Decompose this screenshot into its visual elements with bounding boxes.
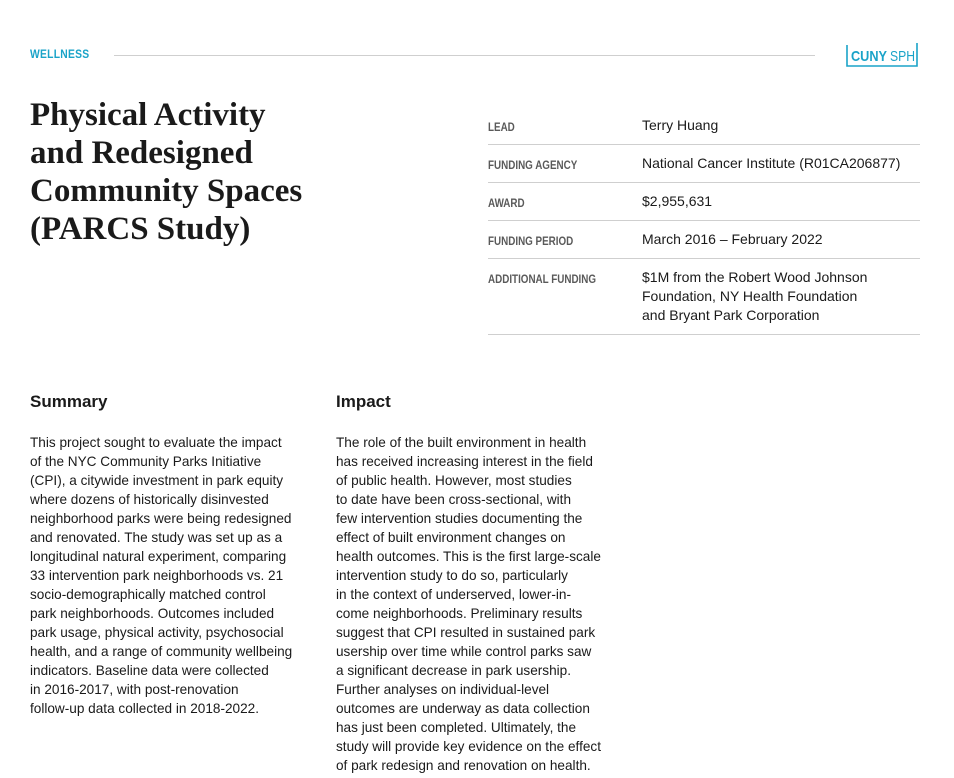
text-line: health, and a range of community wellbeing <box>30 644 293 659</box>
title-line: (PARCS Study) <box>30 211 251 247</box>
text-line: neighborhood parks were being redesigned <box>30 511 292 526</box>
text-line: study will provide key evidence on the effect <box>336 739 601 754</box>
info-value-line: Foundation, NY Health Foundation <box>642 288 858 304</box>
text-line: come neighborhoods. Preliminary results <box>336 606 583 621</box>
info-label-text: ADDITIONAL FUNDING <box>488 272 597 286</box>
text-line: 33 intervention park neighborhoods vs. 21 <box>30 568 284 583</box>
summary-text <box>30 433 292 718</box>
info-value-line: Terry Huang <box>642 117 719 133</box>
text-line: where dozens of historically disinvested <box>30 492 269 507</box>
text-line: to date have been cross-sectional, with <box>336 492 572 507</box>
project-info-table <box>488 107 920 335</box>
logo-cuny: CUNY <box>851 48 887 65</box>
section-label: WELLNESS <box>30 47 90 61</box>
text-line: suggest that CPI resulted in sustained park <box>336 625 596 640</box>
text-line: socio-demographically matched control <box>30 587 266 602</box>
info-value-line: National Cancer Institute (R01CA206877) <box>642 155 901 171</box>
impact-text <box>336 433 601 775</box>
info-value-line: March 2016 – February 2022 <box>642 231 823 247</box>
page-title <box>30 96 360 248</box>
info-row-funding-agency <box>488 145 920 183</box>
text-line: outcomes are underway as data collection <box>336 701 590 716</box>
text-line: of the NYC Community Parks Initiative <box>30 454 262 469</box>
text-line: This project sought to evaluate the impact <box>30 435 282 450</box>
info-value <box>642 107 920 145</box>
text-line: usership over time while control parks saw <box>336 644 592 659</box>
summary-heading: Summary <box>30 392 108 411</box>
info-value-line: and Bryant Park Corporation <box>642 307 820 323</box>
logo-sph: SPH <box>890 48 915 65</box>
info-label-text: FUNDING PERIOD <box>488 234 574 248</box>
info-label-text: LEAD <box>488 120 515 134</box>
info-value <box>642 145 920 183</box>
info-row-lead <box>488 107 920 145</box>
text-line: indicators. Baseline data were collected <box>30 663 269 678</box>
info-label-text: FUNDING AGENCY <box>488 158 578 172</box>
info-value-line: $1M from the Robert Wood Johnson <box>642 269 868 285</box>
info-value <box>642 183 920 221</box>
text-line: (CPI), a citywide investment in park equity <box>30 473 284 488</box>
info-row-award <box>488 183 920 221</box>
text-line: has just been completed. Ultimately, the <box>336 720 577 735</box>
cuny-sph-logo <box>845 41 919 68</box>
info-value-line: $2,955,631 <box>642 193 713 209</box>
title-line: and Redesigned <box>30 135 253 171</box>
info-value <box>642 221 920 259</box>
text-line: in the context of underserved, lower-in- <box>336 587 571 602</box>
info-value <box>642 259 920 335</box>
info-label <box>488 107 642 145</box>
text-line: The role of the built environment in health <box>336 435 587 450</box>
title-line: Physical Activity <box>30 97 266 133</box>
text-line: health outcomes. This is the first large-scale <box>336 549 601 564</box>
info-label <box>488 221 642 259</box>
cuny-sph-logo-graphic <box>845 41 919 68</box>
text-line: Further analyses on individual-level <box>336 682 550 697</box>
text-line: of park redesign and renovation on health. <box>336 758 591 773</box>
text-line: and renovated. The study was set up as a <box>30 530 283 545</box>
info-label <box>488 183 642 221</box>
title-line: Community Spaces <box>30 173 303 209</box>
text-line: follow-up data collected in 2018-2022. <box>30 701 259 716</box>
text-line: intervention study to do so, particularly <box>336 568 568 583</box>
text-line: park usage, physical activity, psychosocial <box>30 625 284 640</box>
text-line: a significant decrease in park usership. <box>336 663 571 678</box>
text-line: has received increasing interest in the field <box>336 454 593 469</box>
text-line: of public health. However, most studies <box>336 473 572 488</box>
text-line: park neighborhoods. Outcomes included <box>30 606 275 621</box>
info-row-additional-funding <box>488 259 920 335</box>
info-row-funding-period <box>488 221 920 259</box>
info-label <box>488 259 642 335</box>
text-line: effect of built environment changes on <box>336 530 566 545</box>
info-label <box>488 145 642 183</box>
impact-heading: Impact <box>336 392 391 411</box>
text-line: few intervention studies documenting the <box>336 511 583 526</box>
info-label-text: AWARD <box>488 196 525 210</box>
text-line: longitudinal natural experiment, comparing <box>30 549 287 564</box>
text-line: in 2016-2017, with post-renovation <box>30 682 239 697</box>
header-divider <box>114 55 815 56</box>
